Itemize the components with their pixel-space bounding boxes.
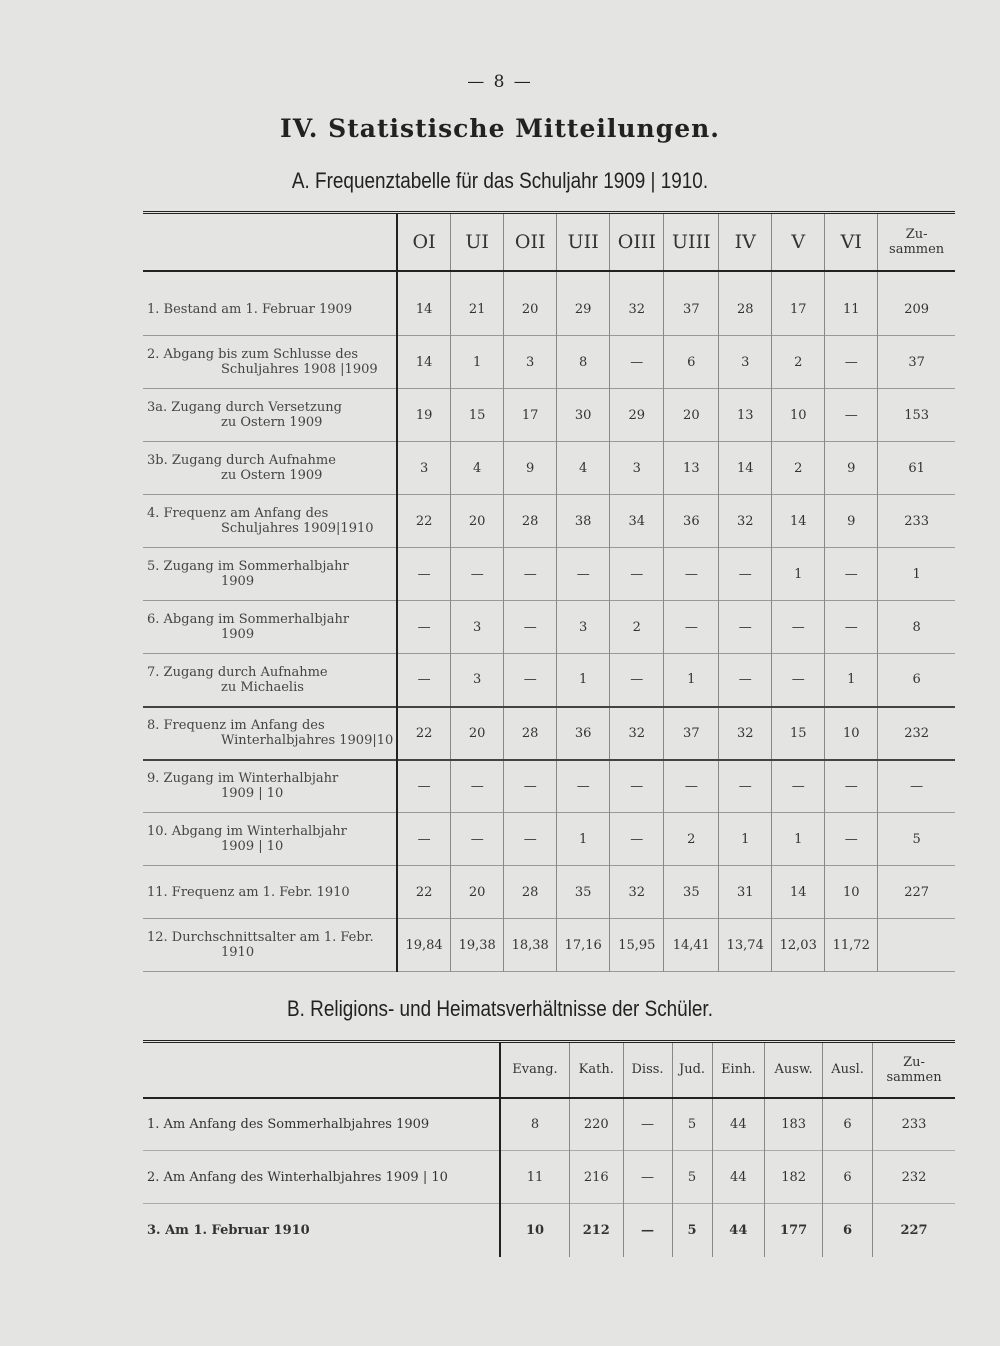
table-cell: —: [397, 654, 451, 707]
table-cell: 20: [664, 389, 719, 442]
religion-table-header: [143, 1042, 955, 1098]
row-label-line-1: 10. Abgang im Winterhalbjahr: [147, 824, 347, 839]
row-label-line-1: 3a. Zugang durch Versetzung: [147, 400, 342, 415]
table-cell: 37: [664, 271, 719, 336]
table-cell: 1: [772, 813, 825, 866]
section-b-title: B. Religions- und Heimatsverhältnisse der Schüler.: [287, 996, 713, 1021]
table-cell: 6: [878, 654, 955, 707]
table-cell: —: [451, 760, 504, 813]
col-header: Einh.: [712, 1042, 765, 1098]
table-cell: 34: [610, 495, 664, 548]
table-cell: 32: [719, 707, 772, 760]
table-cell: 30: [557, 389, 610, 442]
page-heading: IV. Statistische Mitteilungen.: [280, 114, 720, 143]
row-label-line-1: 3b. Zugang durch Aufnahme: [147, 453, 336, 468]
table-cell: 232: [873, 1151, 955, 1204]
table-cell: 4: [451, 442, 504, 495]
row-label-line-2: 1910: [221, 945, 255, 960]
table-cell: —: [719, 654, 772, 707]
table-cell: 233: [878, 495, 955, 548]
table-cell: 22: [397, 707, 451, 760]
col-header: Kath.: [569, 1042, 623, 1098]
table-cell: 11,72: [825, 919, 878, 972]
table-row: [143, 601, 955, 654]
row-label-line-1: 9. Zugang im Winterhalbjahr: [147, 771, 339, 787]
table-cell: —: [623, 1151, 672, 1204]
table-cell: 9: [504, 442, 557, 495]
col-header: OI: [397, 213, 451, 271]
table-cell: 36: [664, 495, 719, 548]
table-row: [143, 866, 955, 919]
total-label-2: sammen: [886, 1069, 942, 1085]
row-label-line-1: 12. Durchschnittsalter am 1. Febr.: [147, 930, 374, 945]
row-label: [143, 336, 397, 389]
total-label-2: sammen: [889, 241, 945, 257]
table-cell: 10: [825, 707, 878, 760]
table-cell: 9: [825, 495, 878, 548]
table-cell: 31: [719, 866, 772, 919]
row-label: 2. Am Anfang des Winterhalbjahres 1909 | 10: [147, 1169, 448, 1185]
table-cell: 5: [672, 1151, 712, 1204]
table-cell: 20: [504, 271, 557, 336]
table-cell: 227: [873, 1204, 955, 1257]
table-cell: 3: [451, 654, 504, 707]
row-label-line-1: 8. Frequenz im Anfang des: [147, 718, 325, 733]
table-cell: —: [451, 813, 504, 866]
row-label: 3. Am 1. Februar 1910: [147, 1222, 310, 1238]
table-cell: 6: [664, 336, 719, 389]
table-cell: 233: [873, 1098, 955, 1151]
table-cell: 220: [569, 1098, 623, 1151]
row-label-line-2: Schuljahres 1908 |1909: [221, 362, 378, 377]
table-cell: [878, 919, 955, 972]
table-cell: —: [504, 813, 557, 866]
table-cell: 22: [397, 866, 451, 919]
table-cell: —: [557, 760, 610, 813]
table-cell: 20: [451, 866, 504, 919]
table-cell: 209: [878, 271, 955, 336]
table-row: [143, 548, 955, 601]
table-cell: 32: [610, 271, 664, 336]
table-cell: 15,95: [610, 919, 664, 972]
table-cell: 12,03: [772, 919, 825, 972]
table-row: [143, 495, 955, 548]
table-cell: 35: [664, 866, 719, 919]
table-cell: 5: [672, 1204, 712, 1257]
table-cell: 182: [765, 1151, 823, 1204]
table-cell: 35: [557, 866, 610, 919]
row-label-line-1: 7. Zugang durch Aufnahme: [147, 664, 328, 680]
table-cell: 3: [504, 336, 557, 389]
table-cell: —: [878, 760, 955, 813]
table-cell: 3: [610, 442, 664, 495]
table-cell: 37: [664, 707, 719, 760]
table-cell: —: [451, 548, 504, 601]
table-cell: —: [719, 601, 772, 654]
table-row: [143, 389, 955, 442]
table-cell: —: [397, 760, 451, 813]
table-cell: 28: [504, 495, 557, 548]
table-cell: 44: [712, 1098, 765, 1151]
table-cell: 216: [569, 1151, 623, 1204]
table-cell: 36: [557, 707, 610, 760]
table-cell: 28: [504, 866, 557, 919]
col-header-total: [878, 213, 955, 271]
row-label: [143, 919, 397, 972]
table-cell: —: [610, 813, 664, 866]
table-cell: 61: [878, 442, 955, 495]
table-row: [143, 813, 955, 866]
table-cell: —: [610, 760, 664, 813]
col-header: Ausw.: [765, 1042, 823, 1098]
table-cell: 37: [878, 336, 955, 389]
section-a-title: A. Frequenztabelle für das Schuljahr 1909 | 1910.: [291, 168, 709, 193]
row-label-line-1: 2. Abgang bis zum Schlusse des: [147, 347, 359, 362]
table-cell: 1: [772, 548, 825, 601]
table-cell: —: [664, 548, 719, 601]
table-cell: 14: [397, 271, 451, 336]
table-cell: 13: [664, 442, 719, 495]
table-cell: 153: [878, 389, 955, 442]
table-row: [143, 919, 955, 972]
col-header: OIII: [610, 213, 664, 271]
table-cell: 6: [823, 1151, 873, 1204]
table-cell: —: [825, 548, 878, 601]
table-cell: 183: [765, 1098, 823, 1151]
table-cell: 1: [451, 336, 504, 389]
table-row: [143, 442, 955, 495]
table-cell: 2: [610, 601, 664, 654]
row-label: [143, 601, 397, 654]
row-label: [143, 495, 397, 548]
table-cell: 29: [610, 389, 664, 442]
table-cell: 5: [672, 1098, 712, 1151]
table-cell: 2: [772, 442, 825, 495]
col-header: UI: [451, 213, 504, 271]
table-cell: 2: [772, 336, 825, 389]
table-cell: 5: [878, 813, 955, 866]
table-cell: 18,38: [504, 919, 557, 972]
table-cell: 14: [719, 442, 772, 495]
table-cell: 13,74: [719, 919, 772, 972]
table-cell: 8: [500, 1098, 569, 1151]
row-label: [143, 548, 397, 601]
row-label: [143, 271, 397, 336]
table-cell: 8: [557, 336, 610, 389]
col-header: UII: [557, 213, 610, 271]
col-header-total: [873, 1042, 955, 1098]
table-cell: 44: [712, 1204, 765, 1257]
table-cell: 15: [451, 389, 504, 442]
table-cell: 6: [823, 1204, 873, 1257]
col-header: OII: [504, 213, 557, 271]
table-cell: 177: [765, 1204, 823, 1257]
table-cell: 14: [772, 866, 825, 919]
row-label-line-2: 1909: [221, 574, 255, 589]
table-cell: 14,41: [664, 919, 719, 972]
table-cell: 17: [504, 389, 557, 442]
col-header: Ausl.: [823, 1042, 873, 1098]
frequency-table-header: [143, 213, 955, 271]
table-cell: 20: [451, 495, 504, 548]
table-cell: —: [623, 1204, 672, 1257]
table-cell: 32: [610, 866, 664, 919]
row-label-line-1: 1. Bestand am 1. Februar 1909: [147, 301, 353, 317]
col-header: Jud.: [672, 1042, 712, 1098]
table-cell: 227: [878, 866, 955, 919]
row-label: [143, 760, 397, 813]
table-cell: 4: [557, 442, 610, 495]
table-cell: —: [610, 654, 664, 707]
col-header: Diss.: [623, 1042, 672, 1098]
table-cell: —: [825, 813, 878, 866]
table-cell: 44: [712, 1151, 765, 1204]
col-header: V: [772, 213, 825, 271]
table-row: [143, 1151, 955, 1204]
row-label-line-2: 1909 | 10: [221, 839, 284, 854]
table-row: [143, 1098, 955, 1151]
table-cell: —: [504, 760, 557, 813]
table-row: [143, 1204, 955, 1257]
table-cell: 10: [825, 866, 878, 919]
table-cell: —: [719, 760, 772, 813]
row-label-line-1: 6. Abgang im Sommerhalbjahr: [147, 612, 350, 627]
page-number: — 8 —: [467, 72, 533, 92]
table-cell: —: [825, 601, 878, 654]
table-cell: 19: [397, 389, 451, 442]
table-cell: 1: [825, 654, 878, 707]
row-label: [143, 866, 397, 919]
row-label-line-2: Winterhalbjahres 1909|10: [221, 733, 394, 748]
row-label: 1. Am Anfang des Sommerhalbjahres 1909: [147, 1116, 430, 1132]
table-cell: 21: [451, 271, 504, 336]
table-cell: —: [397, 548, 451, 601]
religion-table: [143, 1040, 955, 1257]
table-cell: 32: [719, 495, 772, 548]
table-cell: 28: [504, 707, 557, 760]
row-label-line-1: 4. Frequenz am Anfang des: [147, 506, 329, 521]
table-cell: 22: [397, 495, 451, 548]
table-cell: 11: [500, 1151, 569, 1204]
table-cell: —: [397, 601, 451, 654]
table-cell: 13: [719, 389, 772, 442]
row-label: [143, 654, 397, 707]
table-cell: 3: [451, 601, 504, 654]
table-cell: 1: [719, 813, 772, 866]
table-row: [143, 271, 955, 336]
table-cell: —: [504, 601, 557, 654]
table-cell: —: [825, 389, 878, 442]
table-cell: —: [825, 760, 878, 813]
row-label: [143, 813, 397, 866]
table-cell: —: [610, 548, 664, 601]
table-cell: —: [772, 601, 825, 654]
table-cell: —: [825, 336, 878, 389]
table-cell: 10: [772, 389, 825, 442]
row-label-line-2: zu Michaelis: [221, 679, 304, 695]
table-cell: —: [719, 548, 772, 601]
table-row: [143, 654, 955, 707]
table-cell: 1: [557, 654, 610, 707]
table-cell: —: [772, 654, 825, 707]
table-cell: 1: [878, 548, 955, 601]
table-cell: 38: [557, 495, 610, 548]
table-cell: —: [557, 548, 610, 601]
table-cell: 19,38: [451, 919, 504, 972]
row-label-line-2: 1909: [221, 627, 255, 642]
table-cell: 32: [610, 707, 664, 760]
table-cell: 3: [397, 442, 451, 495]
col-header: Evang.: [500, 1042, 569, 1098]
table-cell: —: [504, 548, 557, 601]
table-cell: —: [504, 654, 557, 707]
col-header: VI: [825, 213, 878, 271]
col-header: IV: [719, 213, 772, 271]
total-label-1: Zu-: [903, 1054, 925, 1070]
row-label-line-1: 11. Frequenz am 1. Febr. 1910: [147, 884, 350, 900]
total-label-1: Zu-: [905, 226, 928, 242]
header-blank: [143, 213, 397, 271]
table-row: [143, 707, 955, 760]
table-cell: 3: [557, 601, 610, 654]
row-label: [143, 707, 397, 760]
table-cell: 11: [825, 271, 878, 336]
table-cell: 17,16: [557, 919, 610, 972]
table-cell: 6: [823, 1098, 873, 1151]
table-cell: 212: [569, 1204, 623, 1257]
table-cell: —: [610, 336, 664, 389]
row-label-line-2: Schuljahres 1909|1910: [221, 521, 374, 536]
table-cell: 10: [500, 1204, 569, 1257]
frequency-table: [143, 211, 955, 972]
table-cell: 232: [878, 707, 955, 760]
row-label: [143, 442, 397, 495]
table-cell: 2: [664, 813, 719, 866]
table-cell: —: [772, 760, 825, 813]
table-cell: —: [664, 760, 719, 813]
table-cell: 28: [719, 271, 772, 336]
table-cell: 15: [772, 707, 825, 760]
table-cell: —: [397, 813, 451, 866]
table-cell: 14: [397, 336, 451, 389]
table-cell: 29: [557, 271, 610, 336]
table-cell: 20: [451, 707, 504, 760]
table-cell: 3: [719, 336, 772, 389]
header-blank: [143, 1042, 500, 1098]
row-label-line-1: 5. Zugang im Sommerhalbjahr: [147, 559, 349, 574]
row-label: [143, 389, 397, 442]
row-label-line-2: zu Ostern 1909: [221, 468, 323, 483]
table-cell: 19,84: [397, 919, 451, 972]
table-cell: 9: [825, 442, 878, 495]
table-cell: 8: [878, 601, 955, 654]
table-row: [143, 760, 955, 813]
table-cell: —: [623, 1098, 672, 1151]
table-cell: 17: [772, 271, 825, 336]
row-label-line-2: zu Ostern 1909: [221, 415, 323, 430]
table-cell: 14: [772, 495, 825, 548]
row-label-line-2: 1909 | 10: [221, 786, 284, 802]
table-cell: 1: [664, 654, 719, 707]
table-cell: —: [664, 601, 719, 654]
col-header: UIII: [664, 213, 719, 271]
table-row: [143, 336, 955, 389]
table-cell: 1: [557, 813, 610, 866]
